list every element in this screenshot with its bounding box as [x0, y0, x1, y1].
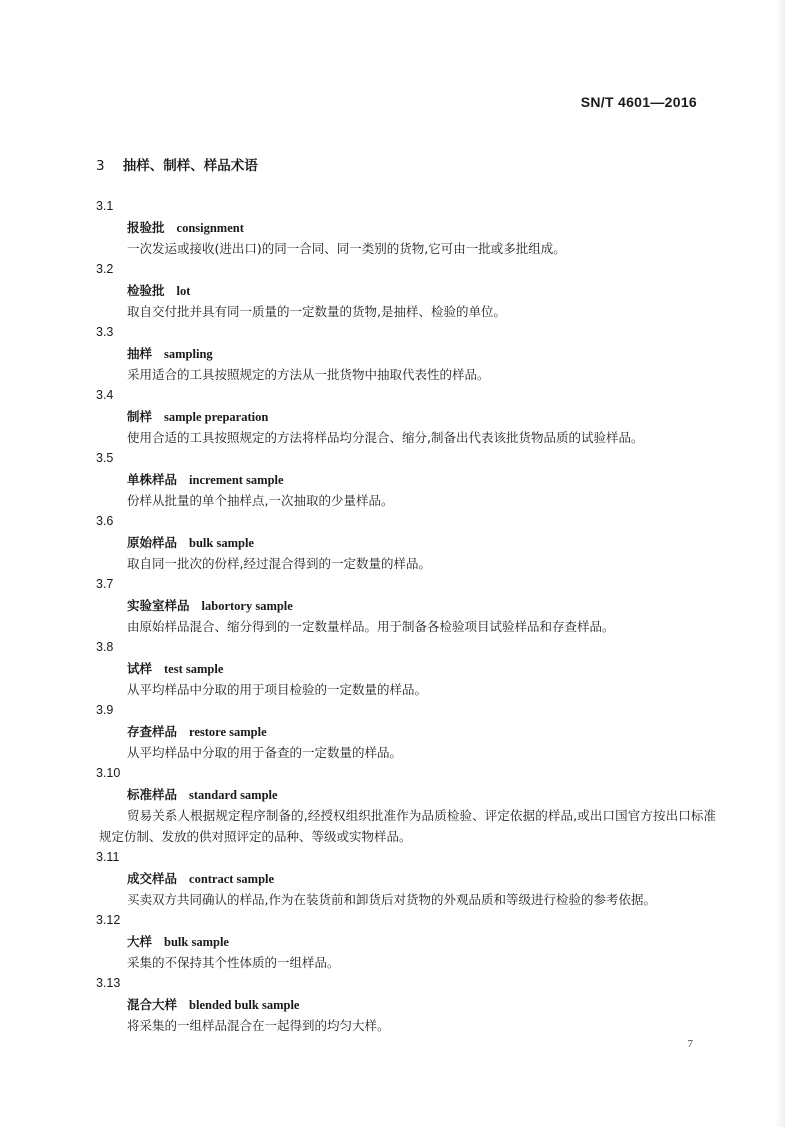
term-title [127, 322, 785, 364]
term-zh: 标准样品 [127, 787, 178, 802]
term-3-5 [0, 448, 785, 511]
term-number: 3.12 [96, 913, 121, 927]
term-number: 3.6 [96, 514, 114, 528]
term-number: 3.3 [96, 325, 114, 339]
term-title [127, 385, 785, 427]
term-en: consignment [176, 221, 244, 235]
section-title: 抽样、制样、样品术语 [122, 158, 258, 174]
term-title [127, 763, 785, 805]
term-3-4 [0, 385, 785, 448]
term-title [127, 574, 785, 616]
term-en: sampling [164, 347, 213, 361]
term-zh: 抽样 [127, 346, 153, 361]
term-3-9 [0, 700, 785, 763]
term-list [0, 196, 785, 1036]
term-title [127, 196, 785, 238]
term-3-8 [0, 637, 785, 700]
term-3-13 [0, 973, 785, 1036]
term-definition: 使用合适的工具按照规定的方法将样品均分混合、缩分,制备出代表该批货物品质的试验样品。 [127, 430, 644, 445]
term-zh: 检验批 [127, 283, 165, 298]
term-3-6 [0, 511, 785, 574]
term-zh: 混合大样 [127, 997, 178, 1012]
term-en: bulk sample [189, 536, 254, 550]
term-title [127, 847, 785, 889]
term-3-12 [0, 910, 785, 973]
section-number: 3 [96, 158, 105, 174]
term-en: lot [176, 284, 191, 298]
term-3-7 [0, 574, 785, 637]
term-title [127, 910, 785, 952]
term-number: 3.5 [96, 451, 114, 465]
term-definition: 取自同一批次的份样,经过混合得到的一定数量的样品。 [127, 556, 431, 571]
term-number: 3.1 [96, 199, 114, 213]
term-title [127, 448, 785, 490]
term-en: sample preparation [164, 410, 269, 424]
term-en: increment sample [189, 473, 284, 487]
term-zh: 存查样品 [127, 724, 178, 739]
term-definition: 贸易关系人根据规定程序制备的,经授权组织批准作为品质检验、评定依据的样品,或出口国官方按出口标准规定仿制、发放的供对照评定的品种、等级或实物样品。 [99, 808, 716, 844]
term-zh: 实验室样品 [127, 598, 190, 613]
term-number: 3.10 [96, 766, 121, 780]
term-en: labortory sample [201, 599, 293, 613]
term-number: 3.11 [96, 850, 120, 864]
term-definition: 取自交付批并具有同一质量的一定数量的货物,是抽样、检验的单位。 [127, 304, 506, 319]
term-zh: 报验批 [127, 220, 165, 235]
term-3-10 [0, 763, 785, 847]
term-en: contract sample [189, 872, 275, 886]
term-number: 3.9 [96, 703, 114, 717]
term-3-11 [0, 847, 785, 910]
term-definition: 采用适合的工具按照规定的方法从一批货物中抽取代表性的样品。 [127, 367, 490, 382]
term-definition: 将采集的一组样品混合在一起得到的均匀大样。 [127, 1018, 390, 1033]
term-3-2 [0, 259, 785, 322]
term-number: 3.8 [96, 640, 114, 654]
term-title [127, 511, 785, 553]
page-number: 7 [687, 1038, 693, 1050]
term-title [127, 700, 785, 742]
term-definition: 从平均样品中分取的用于备查的一定数量的样品。 [127, 745, 403, 760]
term-definition: 份样从批量的单个抽样点,一次抽取的少量样品。 [127, 493, 394, 508]
term-definition: 买卖双方共同确认的样品,作为在装货前和卸货后对货物的外观品质和等级进行检验的参考依据。 [127, 892, 656, 907]
term-zh: 制样 [127, 409, 153, 424]
term-en: bulk sample [164, 935, 229, 949]
term-zh: 试样 [127, 661, 153, 676]
term-3-3 [0, 322, 785, 385]
term-zh: 单株样品 [127, 472, 178, 487]
term-definition: 由原始样品混合、缩分得到的一定数量样品。用于制备各检验项目试验样品和存查样品。 [127, 619, 615, 634]
term-definition: 采集的不保持其个性体质的一组样品。 [127, 955, 340, 970]
term-definition: 从平均样品中分取的用于项目检验的一定数量的样品。 [127, 682, 428, 697]
document-code: SN/T 4601—2016 [580, 94, 697, 110]
term-number: 3.13 [96, 976, 121, 990]
term-zh: 大样 [127, 934, 153, 949]
term-title [127, 259, 785, 301]
term-definition: 一次发运或接收(进出口)的同一合同、同一类别的货物,它可由一批或多批组成。 [127, 241, 566, 256]
term-en: test sample [164, 662, 224, 676]
term-zh: 原始样品 [127, 535, 178, 550]
term-en: standard sample [189, 788, 278, 802]
term-3-1 [0, 196, 785, 259]
term-number: 3.7 [96, 577, 114, 591]
term-number: 3.2 [96, 262, 114, 276]
term-en: restore sample [189, 725, 267, 739]
term-en: blended bulk sample [189, 998, 300, 1012]
section-heading [96, 154, 258, 174]
scan-edge-shadow [775, 0, 785, 1127]
term-zh: 成交样品 [127, 871, 178, 886]
term-title [127, 637, 785, 679]
term-number: 3.4 [96, 388, 114, 402]
term-title [127, 973, 785, 1015]
